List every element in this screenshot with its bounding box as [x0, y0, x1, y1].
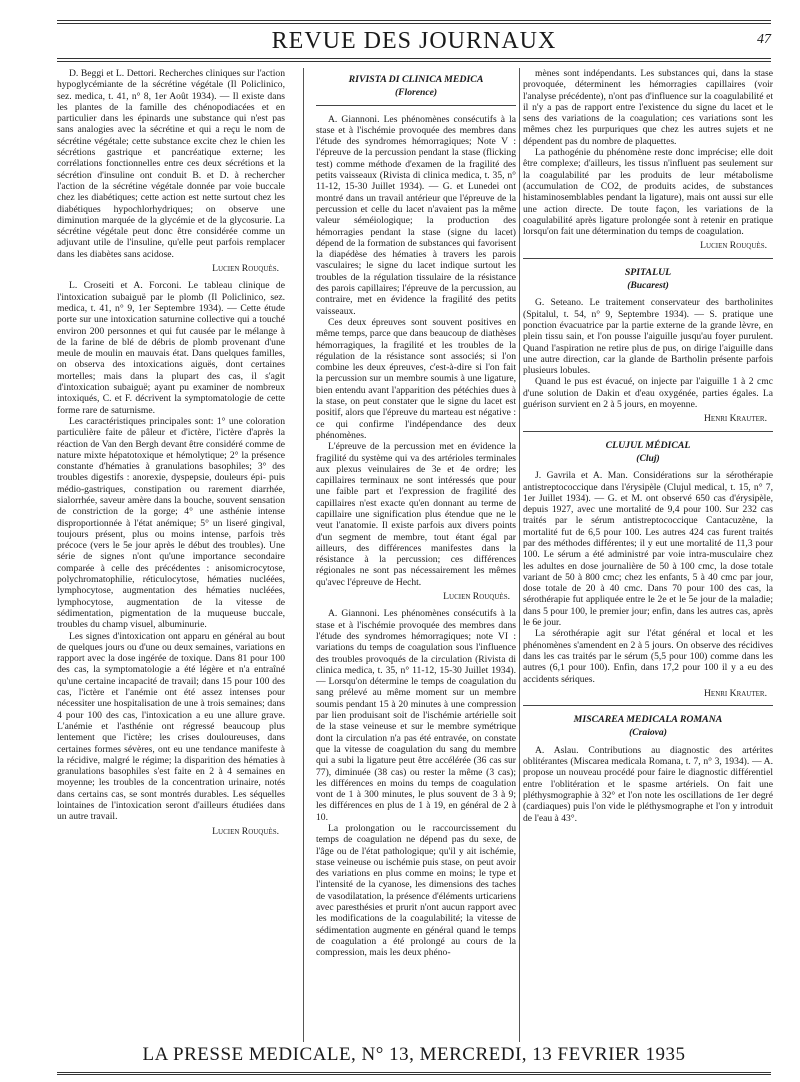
- article: [57, 280, 285, 837]
- journal-title: REVUE DES JOURNAUX: [271, 28, 557, 54]
- section-subtitle: (Florence): [394, 87, 438, 99]
- footer-citation: LA PRESSE MEDICALE, N° 13, MERCREDI, 13 FEVRIER 1935: [142, 1044, 686, 1065]
- author-signature: Lucien Rouquès.: [443, 591, 510, 603]
- paragraph: L. Croseiti et A. Forconi. Le tableau clinique de l'intoxication subaiguë par le plomb (Il Policlinico, sez. medica, t. 41, n° 9, 1er Septembre 1934). — Cette étude porte sur une intoxication saturnine collective qui a touché environ 200 personnes et qui fut causée par le mélange à de la farine de blé de débris de plomb provenant d'une meule de moulin en mauvais état. Dans quelques familles, on observa des intoxications aiguës, dont certaines mortelles; mais dans la plupart des cas, il s'agit d'intoxication subaiguë; ayant pu examiner de nombreux intoxiqués, C. et F. décrivent la symptomatologie de cette forme rare de saturnisme.: [57, 280, 285, 416]
- paragraph: A. Aslau. Contributions au diagnostic des artérites oblitérantes (Miscarea medicala Romana, t. 7, n° 3, 1934). — A. propose un nouveau procédé pour faire le diagnostic différentiel entre l'oblitération et le spasme artériels. On fait une pléthysmographie à 32° et l'on note les oscillations de 1er degré (cardiaques) puis l'on vide le pléthysmographe et l'on y introduit de l'eau à 43°.: [523, 744, 773, 824]
- author-signature: Henri Krauter.: [704, 687, 767, 699]
- header-rule-2: [57, 61, 771, 62]
- article: [523, 68, 773, 252]
- section-title: SPITALUL: [624, 266, 672, 278]
- section-subtitle: (Craiova): [629, 727, 667, 739]
- section-rule: [523, 258, 773, 259]
- paragraph: A. Giannoni. Les phénomènes consécutifs à la stase et à l'ischémie provoquée des membres dans l'étude des syndromes hémorragiques; Note V : l'épreuve de la percussion pendant la stase (flicking test) comme méthode d'examen de la fragilité des petits vaisseaux (Rivista di clinica medica, t. 35, n° 11-12, 15-30 Juillet 1934). — G. et Lunedei ont montré dans un travail antérieur que l'épreuve de la percussion et celle du lacet n'avaient pas la même valeur séméiologique; la production des hémorragies pendant la stase (signe du lacet) dépend de la formation de substances qui favorisent la diapédèse des hématies à travers les parois vasculaires; le signe du lacet indique surtout les troubles de la régulation tissulaire de la résistance des parois capillaires; l'épreuve de la percussion, au contraire, met en évidence la fragilité des petits vaisseaux.: [316, 113, 516, 317]
- paragraph: La sérothérapie agit sur l'état général et local et les phénomènes s'amendent en 2 à 5 jours. On observe des récidives dans les cas traités par le sérum (5,5 pour 100) comme dans les autres (6,1 pour 100). Enfin, dans 17,2 pour 100 il y a eu des accidents sériques.: [523, 628, 773, 685]
- page-number: 47: [757, 32, 771, 47]
- section-rule: [523, 431, 773, 432]
- header-rule: [57, 58, 771, 59]
- paragraph: La pathogénie du phénomène reste donc imprécise; elle doit être complexe; d'ailleurs, les tissus n'influent pas seulement sur la coagulabilité par les produits de leur métabolisme (accumulation de CO2, de produits acides, de substances histaminosemblables pendant la ligature), mais ont aussi sur elle une action directe. De toute façon, les variations de la coagulabilité après ligature prolongée sont à retenir en pratique lorsqu'on fait une détermination du temps de coagulation.: [523, 147, 773, 238]
- section-title: RIVISTA DI CLINICA MEDICA: [348, 74, 484, 85]
- paragraph: Quand le pus est évacué, on injecte par l'aiguille 1 à 2 cmc d'une solution de Dakin et d'eau oxygénée, parties égales. La guérison survient en 2 à 5 jours, en moyenne.: [523, 376, 773, 411]
- top-rule: [57, 20, 771, 21]
- author-signature: Henri Krauter.: [704, 413, 767, 425]
- section-subtitle: (Bucarest): [627, 280, 669, 292]
- author-signature: Lucien Rouquès.: [700, 240, 767, 252]
- paragraph: La prolongation ou le raccourcissement du temps de coagulation ne dépend pas du sexe, de l'âge ou de l'état pathologique; qu'il y ait ischémie, stase veineuse ou ischémie puis stase, on peut avoir des variations en plus comme en moins; le type et l'intensité de la cyanose, les dimensions des taches de vasodilatation, la présence d'éléments urticariens avec paresthésies et prurit n'ont aucun rapport avec les modifications de la coagulabilité; la vitesse de sédimentation augmente en général quand le temps de coagulation a été prolongé au cours de la compression, mais les deux phéno-: [316, 823, 516, 959]
- top-rule-2: [57, 23, 771, 24]
- column-separator: [303, 68, 304, 1042]
- article: [523, 297, 773, 424]
- article: [316, 114, 516, 603]
- footer-rule: [57, 1072, 771, 1075]
- article: [523, 745, 773, 824]
- paragraph: G. Seteano. Le traitement conservateur des bartholinites (Spitalul, t. 54, n° 9, Septembre 1934). — S. pratique une ponction évacuatrice par la partie externe de la grande lèvre, en plein tissu sain, et l'on pousse l'aiguille jusqu'au foyer purulent. Quand l'aspiration ne retire plus de pus, on dirige l'aiguille dans une autre direction, car la glande de Bartholin présente parfois plusieurs lobules.: [523, 297, 773, 377]
- author-signature: Lucien Rouquès.: [212, 825, 279, 837]
- article: [57, 68, 285, 274]
- column-1: [57, 68, 285, 1036]
- section-title: CLUJUL MÉDICAL: [605, 439, 691, 451]
- paragraph: J. Gavrila et A. Man. Considérations sur la sérothérapie antistreptococcique dans l'érysipèle (Clujul medical, t. 15, n° 7, 1er Juillet 1934). — G. et M. ont observé 650 cas d'érysipèle, depuis 1927, avec une mortalité de 9,4 pour 100. Sur 232 cas traités par le sérum antistreptococcique Cantacuzène, la mortalité fut de 6,5 pour 100. Les autres 424 cas furent traités par des méthodes différentes; il y eut une mortalité de 11,3 pour 100. Le sérum a été administré par voie intra-musculaire chez les adultes en dose journalière de 50 à 100 cmc, la dose totale variant de 50 à 800 cmc; chez les enfants, 5 à 40 cmc par jour, dose totale de 20 à 40 cmc. Dans 70 pour 100 des cas, la sérothérapie fut appliquée entre le 2e et le 5e jour de la maladie; dans 5 pour 100, le premier jour; enfin, dans les autres cas, après le 6e jour.: [523, 470, 773, 629]
- section-rule: [523, 705, 773, 706]
- section-subtitle: (Cluj): [636, 452, 660, 464]
- masthead: [57, 26, 771, 56]
- section-title: MISCAREA MEDICALA ROMANA: [573, 714, 723, 726]
- paragraph: Les caractéristiques principales sont: 1° une coloration particulière faite de pâleur et d'ictère, l'ictère d'après la réaction de Van den Bergh devant être considéré comme de nature mixte hépatotoxique et hémolytique; 2° la présence constante d'hématies à granulations basophiles; 3° des troubles digestifs : anorexie, dyspepsie, douleurs épi- puis médio-gastriques, constipation ou rarement diarrhée, sialorrhée, saveur amère dans la bouche, souvent sensation de constriction de la gorge; 4° une asthénie intense disproportionnée à l'état anémique; 5° un liseré gingival, toujours présent, plus ou moins intense, parfois très précoce (vers le 5e jour après le début des troubles). Une série de signes n'ont qu'une importance secondaire comparée à celle des précédentes : anisomicrocytose, polychromatophilie, réticulocytose, hématies nucléées, lymphocytose, augmentation des hématies nucléées, lymphocytose, augmentation de la vitesse de sédimentation, pigmentation de la muqueuse buccale, troubles du champ visuel, albuminurie.: [57, 415, 285, 631]
- paragraph: L'épreuve de la percussion met en évidence la fragilité du système qui va des artérioles terminales aux plexus veinulaires de 3e et 4e ordre; les capillaires terminaux ne sont intéressés que pour une faible part et l'expression de fragilité des capillaires n'est exacte qu'en donnant au terme de capillaire une signification plus étendue que ne le veut l'anatomie. Il existe parfois aux divers points d'un segment de membre, tout étant égal par ailleurs, des différences manifestes dans la résistance à la percussion; ces différences régionales ne sont pas nécessairement les mêmes qu'avec l'épreuve de Hecht.: [316, 441, 516, 588]
- column-separator: [519, 68, 520, 1042]
- author-signature: Lucien Rouquès.: [212, 263, 279, 275]
- paragraph: Les signes d'intoxication ont apparu en général au bout de quelques jours ou d'une ou deux semaines, variations en rapport avec la dose ingérée de toxique. Dans 81 pour 100 des cas, la symptomatologie a été légère et n'a entraîné qu'une certaine incapacité de travail; dans 15 pour 100 des cas, l'ictère et l'anémie ont été assez intenses pour nécessiter une hospitalisation de une à trois semaines; dans 4 pour 100 des cas, l'intoxication a eu une allure grave. L'anémie et l'asthénie ont régressé beaucoup plus lentement que l'ictère; les crises douloureuses, dans certaines formes sévères, ont eu une tendance manifeste à la récidive, malgré le régime; la disparition des hématies à granulations basophiles s'est faite en 2 à 4 semaines en moyenne; les troubles de la concentration urinaire, notés dans certains cas, se sont montrés durables. Les séquelles lointaines de l'intoxication seront d'ailleurs étudiées dans un autre travail.: [57, 630, 285, 823]
- column-2: [316, 68, 516, 1036]
- paragraph: Ces deux épreuves sont souvent positives en même temps, parce que dans beaucoup de diathèses hémorragiques, la fragilité et les troubles de la régulation de la résistance sont associés; si l'on combine les deux épreuves, c'est-à-dire si l'on fait la percussion sur un membre soumis à une ligature, bien entendu avant l'apparition des pétéchies dues à la stase, on peut constater que le signe du lacet est positif, alors que l'épreuve du marteau est négative : ce qui confirme l'indépendance des deux phénomènes.: [316, 316, 516, 441]
- article: [316, 608, 516, 958]
- paragraph: A. Giannoni. Les phénomènes consécutifs à la stase et à l'ischémie provoquée des membres dans l'étude des syndromes hémorragiques; note VI : variations du temps de coagulation sous l'influence des troubles provoqués de la circulation (Rivista di clinica medica, t. 35, n° 11-12, 15-30 Juillet 1934). — Lorsqu'on détermine le temps de coagulation du sang prélevé au même moment sur un membre soumis pendant 15 à 20 minutes à une compression par lien produisant soit de l'ischémie artérielle soit de la stase veineuse et sur le membre symétrique dont la circulation n'a pas été entravée, on constate que la vitesse de coagulation du sang du membre qui a subi la ligature peut être accélérée (36 cas sur 77), diminuée (38 cas) ou rester la même (3 cas); les différences en moins du temps de coagulation vont de 1 à 300 minutes, le plus souvent de 3 à 9; les différences en plus de 1 à 19, en général de 2 à 10.: [316, 608, 516, 823]
- section-rule: [316, 105, 516, 106]
- column-3: [523, 68, 773, 1036]
- paragraph: D. Beggi et L. Dettori. Recherches cliniques sur l'action hypoglycémiante de la sécrétine végétale (Il Policlinico, sez. medica, t. 41, n° 8, 1er Août 1934). — Il existe dans les plantes de la famille des chénopodiacées et en particulier dans les épinards une substance qui n'est pas sans analogies avec la sécrétine et qui a reçu le nom de sécrétine végétale; cette substance excite chez le chien les sécrétions gastrique et pancréatique externe; les corrélations fonctionnelles entre ces deux sécrétions et la sécrétion d'insuline ont conduit B. et D. à rechercher l'action de la sécrétine végétale donnée par voie buccale chez les diabétiques; cette action est nette surtout chez les diabétiques hypochlorhydriques; on observe une diminution marquée de la glycémie et de la glycosurie. La sécrétine végétale peut donc être considérée comme un adjuvant utile de l'insuline, qu'elle peut parfois remplacer dans les diabètes sans acidose.: [57, 68, 285, 260]
- article: [523, 470, 773, 699]
- paragraph: mènes sont indépendants. Les substances qui, dans la stase provoquée, déterminent les hémorragies capillaires (voir l'analyse précédente), n'ont pas d'influence sur la coagulabilité et il n'y a pas de rapport entre l'existence du signe du lacet et le sens des variations de la coagulation; ces variations sont les mêmes chez les purpuriques que chez les autres sujets et ne dépendent pas du nombre de plaquettes.: [523, 68, 773, 147]
